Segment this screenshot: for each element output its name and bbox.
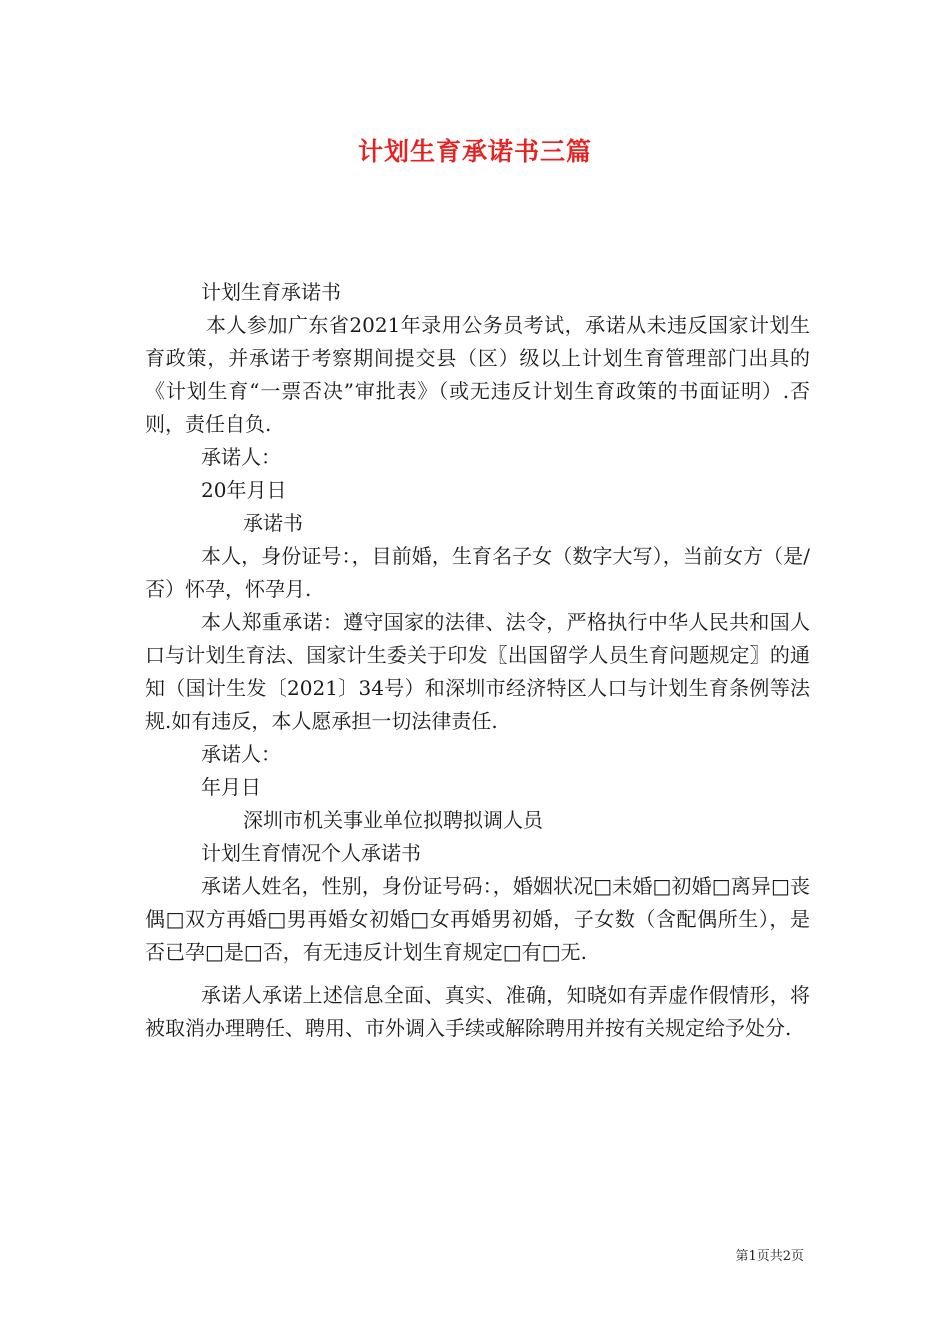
page-indicator: 第1页共2页 [735,1249,804,1264]
paragraph-commitment-2: 本人郑重承诺：遵守国家的法律、法令，严格执行中华人民共和国人口与计划生育法、国家计生委关于印发〖出国留学人员生育问题规定〗的通知（国计生发〔2021〕34号）和深圳市经济特区人口与计划生育条例等法规.如有违反，本人愿承担一切法律责任. [145,610,810,733]
section-heading-1: 计划生育承诺书 [201,280,341,304]
signature-label-1: 承诺人： [201,445,281,469]
paragraph-marital-status: 承诺人姓名，性别，身份证号码：，婚姻状况□未婚□初婚□离异□丧偶□双方再婚□男再婚女初婚□女再婚男初婚，子女数（含配偶所生），是否已孕□是□否，有无违反计划生育规定□有□无. [145,874,810,964]
date-line-1: 20年月日 [201,478,287,502]
document-title: 计划生育承诺书三篇 [357,137,592,166]
paragraph-personal-info: 本人，身份证号：，目前婚，生育名子女（数字大写），当前女方（是/否）怀孕，怀孕月. [145,544,810,601]
section-heading-3a: 深圳市机关事业单位拟聘拟调人员 [243,808,543,832]
section-heading-2: 承诺书 [243,511,303,535]
document-body [145,276,810,1045]
paragraph-commitment-3: 承诺人承诺上述信息全面、真实、准确，知晓如有弄虚作假情形，将被取消办理聘任、聘用、市外调入手续或解除聘用并按有关规定给予处分. [145,983,810,1040]
paragraph-commitment-1: 本人参加广东省2021年录用公务员考试，承诺从未违反国家计划生育政策，并承诺于考察期间提交县（区）级以上计划生育管理部门出具的《计划生育“一票否决”审批表》（或无违反计划生育政策的书面证明）.否则，责任自负. [145,313,810,436]
date-line-2: 年月日 [201,775,261,799]
signature-label-2: 承诺人： [201,742,281,766]
section-heading-3b: 计划生育情况个人承诺书 [201,841,421,865]
